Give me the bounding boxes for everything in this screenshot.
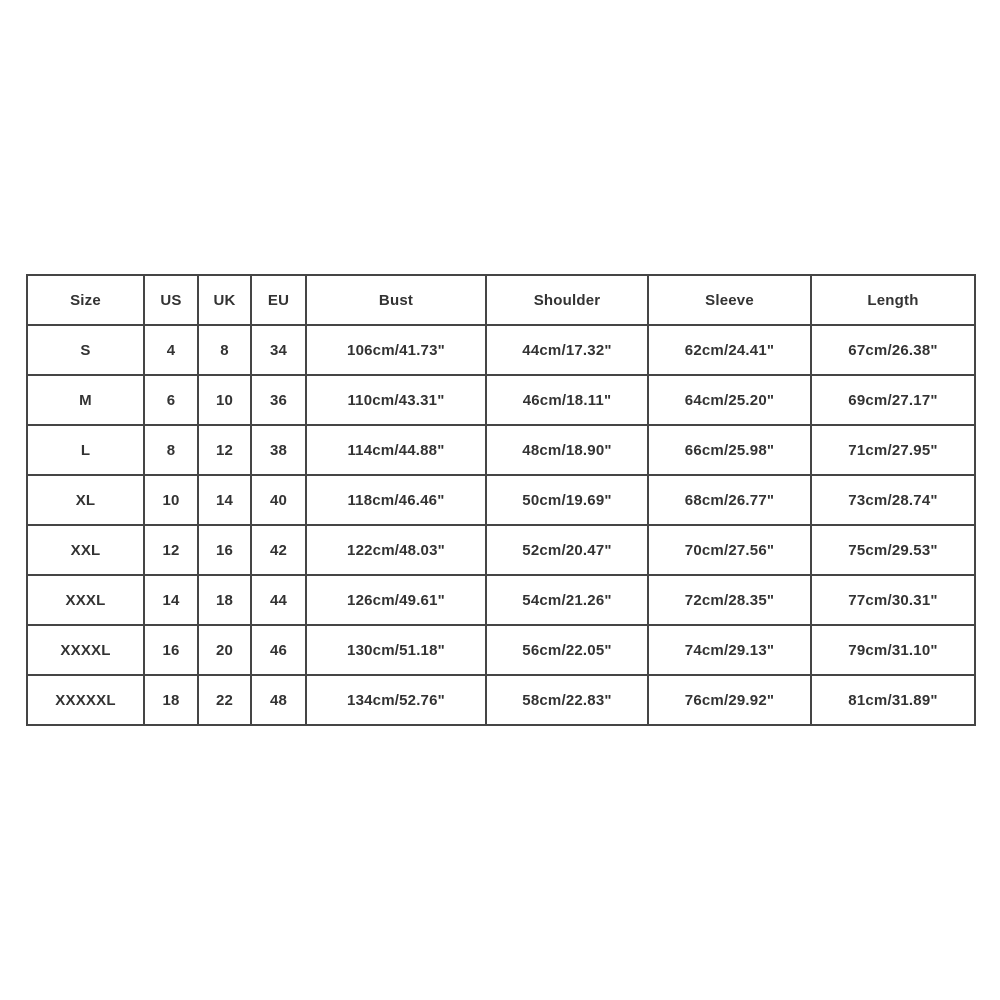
sleeve-cell: 74cm/29.13" bbox=[648, 625, 811, 675]
us-cell: 6 bbox=[144, 375, 198, 425]
length-cell: 69cm/27.17" bbox=[811, 375, 975, 425]
length-cell: 67cm/26.38" bbox=[811, 325, 975, 375]
shoulder-cell: 48cm/18.90" bbox=[486, 425, 648, 475]
size-cell: S bbox=[27, 325, 144, 375]
bust-cell: 126cm/49.61" bbox=[306, 575, 486, 625]
sleeve-cell: 72cm/28.35" bbox=[648, 575, 811, 625]
sleeve-cell: 76cm/29.92" bbox=[648, 675, 811, 725]
uk-cell: 18 bbox=[198, 575, 251, 625]
eu-cell: 46 bbox=[251, 625, 306, 675]
bust-cell: 130cm/51.18" bbox=[306, 625, 486, 675]
table-row-m bbox=[27, 375, 975, 425]
column-header-shoulder: Shoulder bbox=[486, 275, 648, 325]
uk-cell: 22 bbox=[198, 675, 251, 725]
length-cell: 71cm/27.95" bbox=[811, 425, 975, 475]
column-header-eu: EU bbox=[251, 275, 306, 325]
eu-cell: 42 bbox=[251, 525, 306, 575]
size-chart-table bbox=[26, 274, 976, 726]
table-row-xl bbox=[27, 475, 975, 525]
column-header-size: Size bbox=[27, 275, 144, 325]
size-cell: XXXL bbox=[27, 575, 144, 625]
eu-cell: 48 bbox=[251, 675, 306, 725]
shoulder-cell: 44cm/17.32" bbox=[486, 325, 648, 375]
eu-cell: 44 bbox=[251, 575, 306, 625]
column-header-uk: UK bbox=[198, 275, 251, 325]
uk-cell: 16 bbox=[198, 525, 251, 575]
eu-cell: 40 bbox=[251, 475, 306, 525]
bust-cell: 122cm/48.03" bbox=[306, 525, 486, 575]
us-cell: 8 bbox=[144, 425, 198, 475]
length-cell: 75cm/29.53" bbox=[811, 525, 975, 575]
shoulder-cell: 56cm/22.05" bbox=[486, 625, 648, 675]
size-cell: XXXXXL bbox=[27, 675, 144, 725]
length-cell: 79cm/31.10" bbox=[811, 625, 975, 675]
header-row bbox=[27, 275, 975, 325]
column-header-us: US bbox=[144, 275, 198, 325]
table-row-xxxl bbox=[27, 575, 975, 625]
sleeve-cell: 64cm/25.20" bbox=[648, 375, 811, 425]
table-row-l bbox=[27, 425, 975, 475]
table-row-xxxxl bbox=[27, 625, 975, 675]
shoulder-cell: 58cm/22.83" bbox=[486, 675, 648, 725]
column-header-length: Length bbox=[811, 275, 975, 325]
us-cell: 16 bbox=[144, 625, 198, 675]
uk-cell: 14 bbox=[198, 475, 251, 525]
size-cell: XXXXL bbox=[27, 625, 144, 675]
length-cell: 73cm/28.74" bbox=[811, 475, 975, 525]
size-cell: L bbox=[27, 425, 144, 475]
bust-cell: 134cm/52.76" bbox=[306, 675, 486, 725]
length-cell: 77cm/30.31" bbox=[811, 575, 975, 625]
uk-cell: 20 bbox=[198, 625, 251, 675]
bust-cell: 106cm/41.73" bbox=[306, 325, 486, 375]
sleeve-cell: 62cm/24.41" bbox=[648, 325, 811, 375]
size-cell: XL bbox=[27, 475, 144, 525]
us-cell: 4 bbox=[144, 325, 198, 375]
eu-cell: 34 bbox=[251, 325, 306, 375]
us-cell: 14 bbox=[144, 575, 198, 625]
bust-cell: 114cm/44.88" bbox=[306, 425, 486, 475]
bust-cell: 118cm/46.46" bbox=[306, 475, 486, 525]
table-header bbox=[27, 275, 975, 325]
us-cell: 10 bbox=[144, 475, 198, 525]
table-row-xxxxxl bbox=[27, 675, 975, 725]
sleeve-cell: 66cm/25.98" bbox=[648, 425, 811, 475]
uk-cell: 10 bbox=[198, 375, 251, 425]
length-cell: 81cm/31.89" bbox=[811, 675, 975, 725]
column-header-sleeve: Sleeve bbox=[648, 275, 811, 325]
size-cell: M bbox=[27, 375, 144, 425]
size-cell: XXL bbox=[27, 525, 144, 575]
eu-cell: 38 bbox=[251, 425, 306, 475]
sleeve-cell: 68cm/26.77" bbox=[648, 475, 811, 525]
column-header-bust: Bust bbox=[306, 275, 486, 325]
uk-cell: 8 bbox=[198, 325, 251, 375]
eu-cell: 36 bbox=[251, 375, 306, 425]
shoulder-cell: 50cm/19.69" bbox=[486, 475, 648, 525]
bust-cell: 110cm/43.31" bbox=[306, 375, 486, 425]
sleeve-cell: 70cm/27.56" bbox=[648, 525, 811, 575]
shoulder-cell: 54cm/21.26" bbox=[486, 575, 648, 625]
us-cell: 18 bbox=[144, 675, 198, 725]
table-row-s bbox=[27, 325, 975, 375]
shoulder-cell: 52cm/20.47" bbox=[486, 525, 648, 575]
table-body bbox=[27, 325, 975, 725]
table-row-xxl bbox=[27, 525, 975, 575]
shoulder-cell: 46cm/18.11" bbox=[486, 375, 648, 425]
uk-cell: 12 bbox=[198, 425, 251, 475]
us-cell: 12 bbox=[144, 525, 198, 575]
